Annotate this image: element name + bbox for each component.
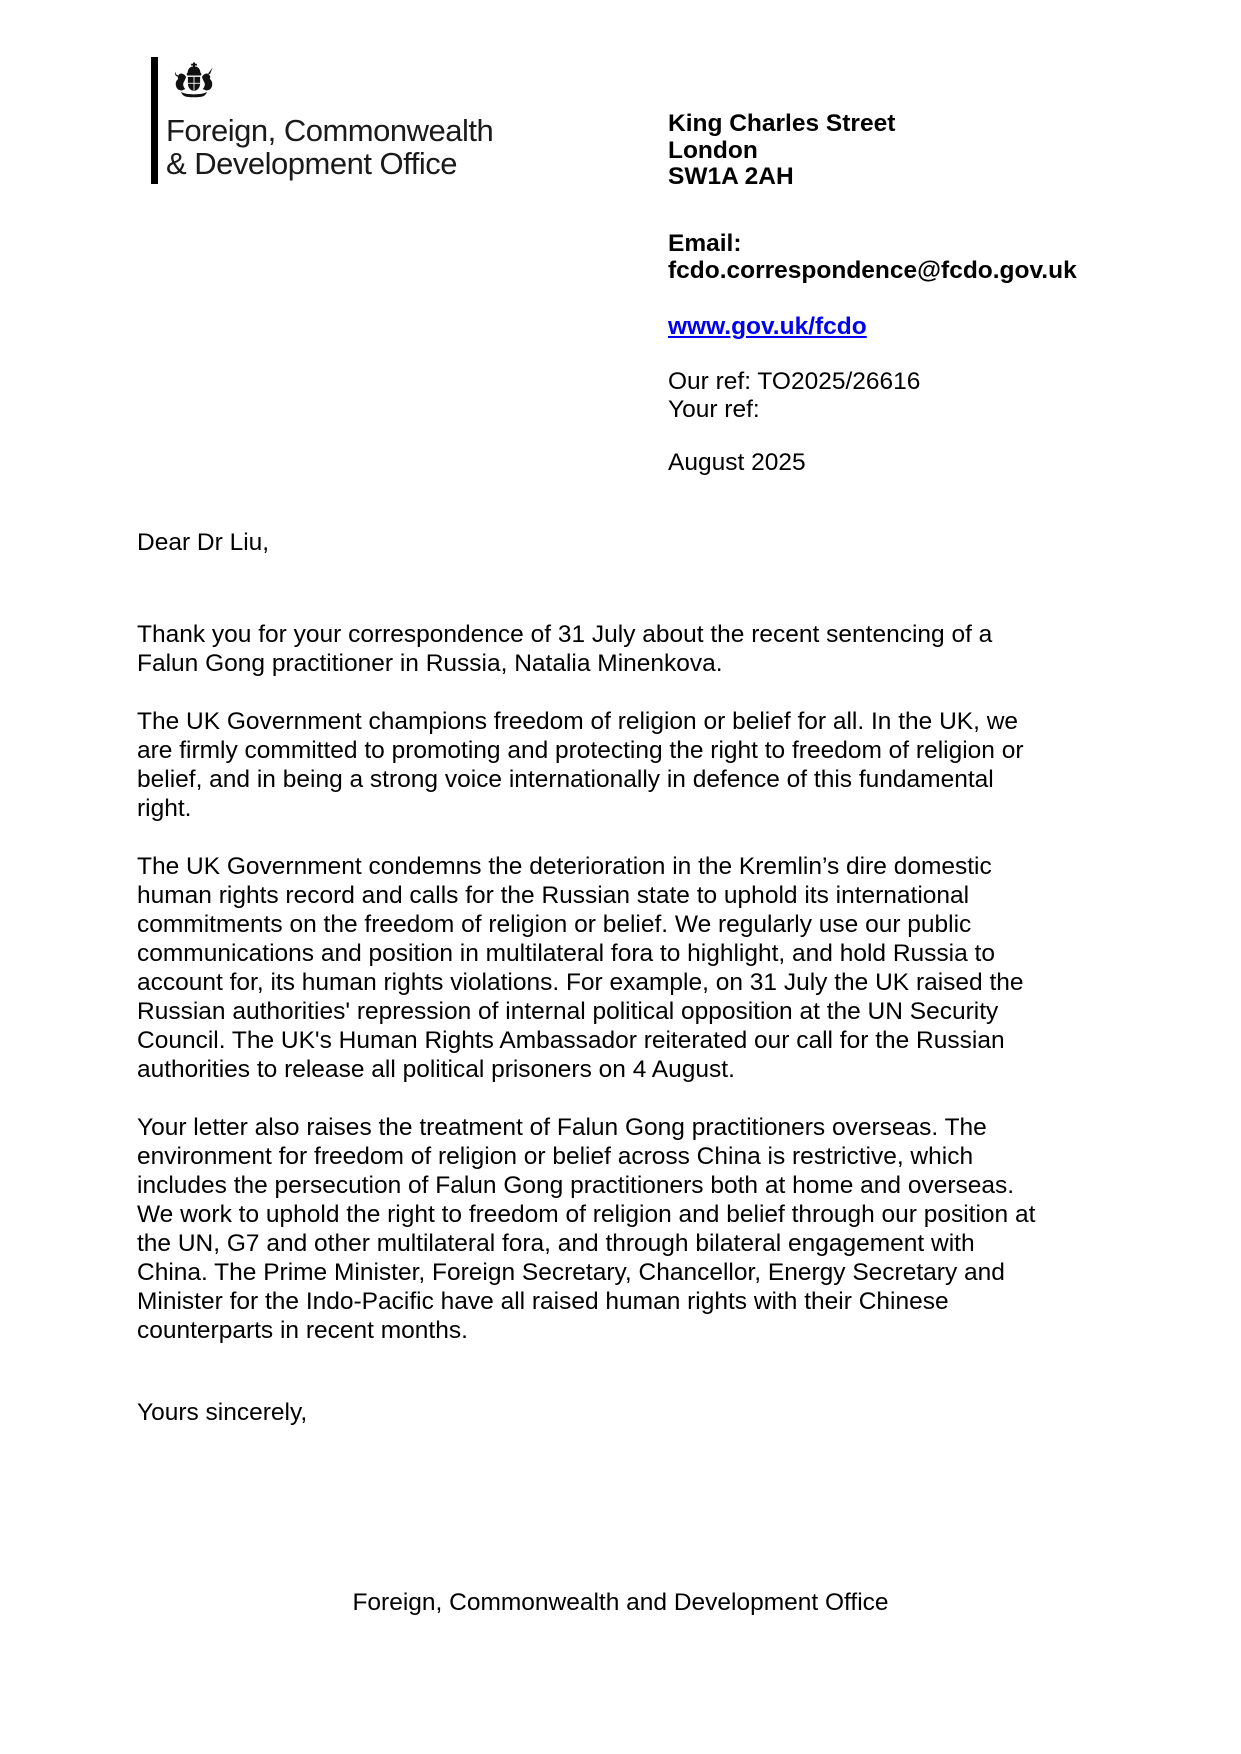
email-address: fcdo.correspondence@fcdo.gov.uk (668, 256, 1077, 284)
our-ref: Our ref: TO2025/26616 (668, 368, 921, 395)
letter-paragraph-1: Thank you for your correspondence of 31 July about the recent sentencing of a Falun Gong practitioner in Russia, Natalia Minenkova. (137, 621, 993, 677)
letter-body (137, 528, 1043, 1456)
reference-block (668, 368, 920, 424)
letter-paragraph-3: The UK Government condemns the deterioration in the Kremlin’s dire domestic human rights record and calls for the Russian state to uphold its international commitments on the freedom of religion or belief. We regularly use our public communications and position in multilateral fora to highlight, and hold Russia to account for, its human rights violations. For example, on 31 July the UK raised the Russian authorities' repression of internal political opposition at the UN Security Council. The UK's Human Rights Ambassador reiterated our call for the Russian authorities to release all political prisoners on 4 August. (137, 853, 1024, 1083)
closing-valediction: Yours sincerely, (137, 1399, 308, 1426)
royal-crest-icon (171, 58, 217, 110)
email-block (668, 231, 1077, 284)
letter-paragraph-4: Your letter also raises the treatment of Falun Gong practitioners overseas. The environment for freedom of religion or belief across China is restrictive, which includes the persecution of Falun Gong practitioners both at home and overseas. We work to uphold the right to freedom of religion and belief through our position at the UN, G7 and other multilateral fora, and through bilateral engagement with China. The Prime Minister, Foreign Secretary, Chancellor, Energy Secretary and Minister for the Indo-Pacific have all raised human rights with their Chinese counterparts in recent months. (137, 1114, 1036, 1344)
department-name-line1: Foreign, Commonwealth (166, 113, 494, 148)
website-block (668, 314, 867, 341)
salutation: Dear Dr Liu, (137, 529, 270, 556)
department-wordmark (166, 114, 493, 180)
your-ref: Your ref: (668, 396, 760, 423)
email-label: Email: (668, 230, 742, 257)
letter-date: August 2025 (668, 449, 806, 476)
address-line-city: London (668, 136, 758, 164)
letter-paragraph-2: The UK Government champions freedom of religion or belief for all. In the UK, we are firmly committed to promoting and protecting the right to freedom of religion or belief, and in being a strong voice internationally in defence of this fundamental right. (137, 708, 1024, 822)
letterhead-bar (151, 57, 158, 184)
address-block (668, 111, 895, 191)
address-line-street: King Charles Street (668, 110, 896, 137)
footer-office-name: Foreign, Commonwealth and Development Office (352, 1589, 889, 1616)
address-line-postcode: SW1A 2AH (668, 163, 794, 190)
website-link[interactable]: www.gov.uk/fcdo (668, 313, 867, 340)
department-name-line2: & Development Office (166, 146, 457, 181)
